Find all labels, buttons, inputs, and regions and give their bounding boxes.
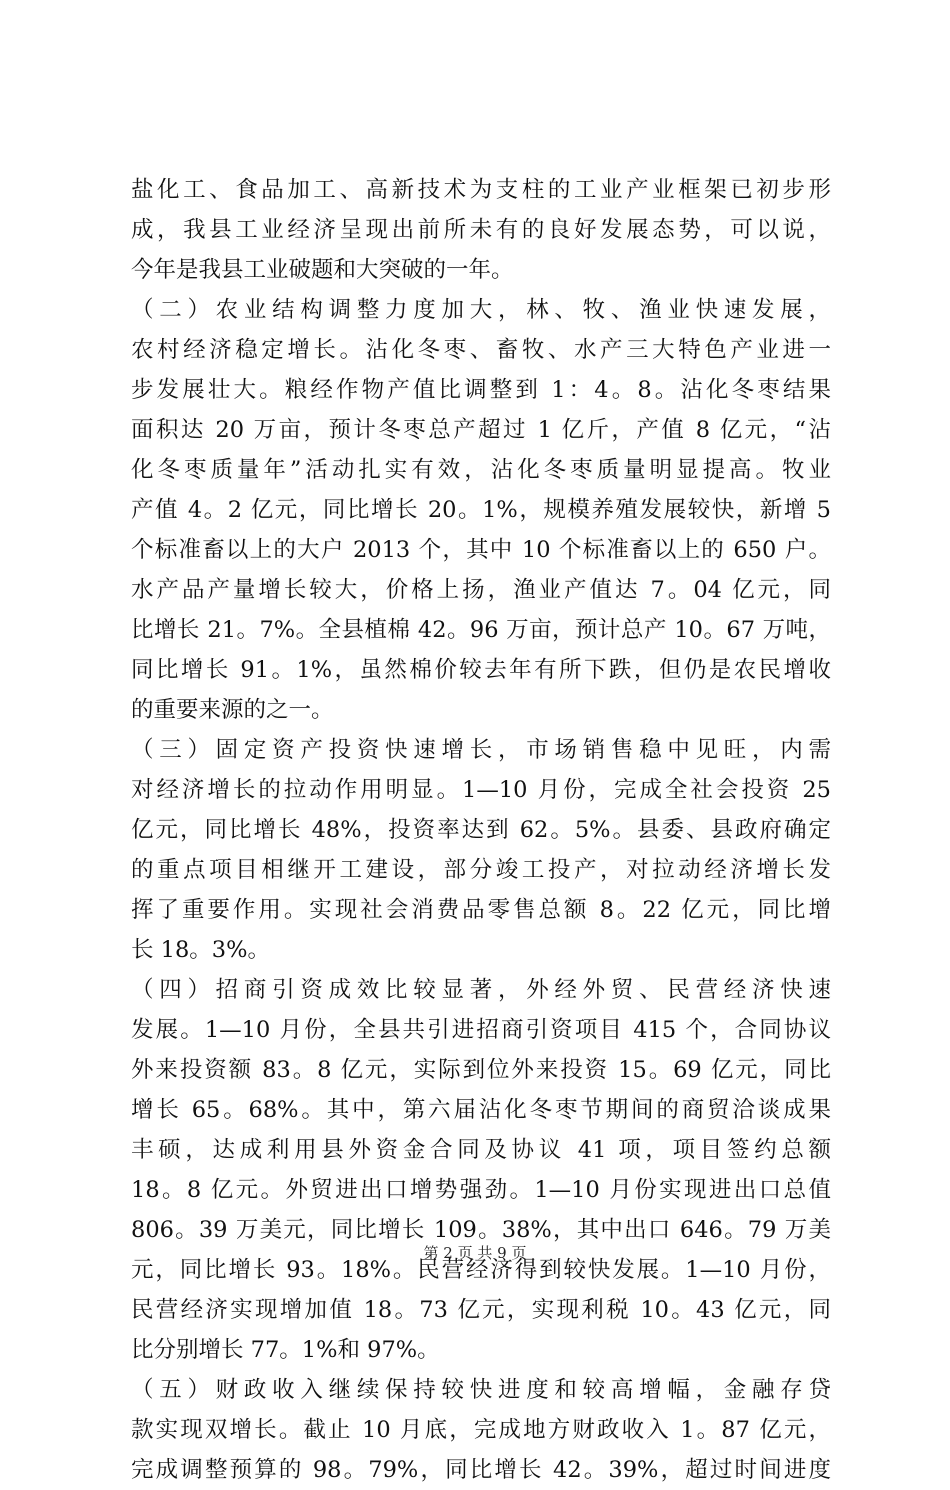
text-line: 水产品产量增长较大，价格上扬，渔业产值达 7。04 亿元，同 xyxy=(131,577,831,603)
text-line: 成，我县工业经济呈现出前所未有的良好发展态势，可以说， xyxy=(131,217,831,243)
text-line: 增长 65。68%。其中，第六届沾化冬枣节期间的商贸洽谈成果 xyxy=(131,1097,831,1123)
text-line: （二）农业结构调整力度加大，林、牧、渔业快速发展， xyxy=(131,297,831,323)
text-line: 亿元，同比增长 48%，投资率达到 62。5%。县委、县政府确定 xyxy=(131,817,831,843)
text-line: 挥了重要作用。实现社会消费品零售总额 8。22 亿元，同比增 xyxy=(131,897,831,923)
text-line: 18。8 亿元。外贸进出口增势强劲。1—10 月份实现进出口总值 xyxy=(131,1177,831,1203)
text-line: 的重点项目相继开工建设，部分竣工投产，对拉动经济增长发 xyxy=(131,857,831,883)
text-line: 外来投资额 83。8 亿元，实际到位外来投资 15。69 亿元，同比 xyxy=(131,1057,831,1083)
text-line: （三）固定资产投资快速增长，市场销售稳中见旺，内需 xyxy=(131,737,831,763)
text-line: 盐化工、食品加工、高新技术为支柱的工业产业框架已初步形 xyxy=(131,177,831,203)
text-line: 的重要来源的之一。 xyxy=(131,697,334,723)
page-number-footer: 第 2 页 共 9 页 xyxy=(423,1244,527,1262)
text-line: 个标准畜以上的大户 2013 个，其中 10 个标准畜以上的 650 户。 xyxy=(131,537,831,563)
text-line: 同比增长 91。1%，虽然棉价较去年有所下跌，但仍是农民增收 xyxy=(131,657,831,683)
text-line: 农村经济稳定增长。沾化冬枣、畜牧、水产三大特色产业进一 xyxy=(131,337,831,363)
text-line: 化冬枣质量年”活动扎实有效，沾化冬枣质量明显提高。牧业 xyxy=(131,457,831,483)
text-line: （四）招商引资成效比较显著，外经外贸、民营经济快速 xyxy=(131,977,831,1003)
text-line: 产值 4。2 亿元，同比增长 20。1%，规模养殖发展较快，新增 5 xyxy=(131,497,831,523)
text-line: 比分别增长 77。1%和 97%。 xyxy=(131,1337,440,1363)
text-line: 比增长 21。7%。全县植棉 42。96 万亩，预计总产 10。67 万吨， xyxy=(131,617,831,643)
text-line: 发展。1—10 月份，全县共引进招商引资项目 415 个，合同协议 xyxy=(131,1017,831,1043)
text-line: 806。39 万美元，同比增长 109。38%，其中出口 646。79 万美 xyxy=(131,1217,831,1243)
text-line: 元，同比增长 93。18%。民营经济得到较快发展。1—10 月份， xyxy=(131,1257,831,1283)
text-line: （五）财政收入继续保持较快进度和较高增幅，金融存贷 xyxy=(131,1377,831,1403)
text-line: 丰硕，达成利用县外资金合同及协议 41 项，项目签约总额 xyxy=(131,1137,831,1163)
text-line: 款实现双增长。截止 10 月底，完成地方财政收入 1。87 亿元， xyxy=(131,1417,831,1443)
text-line: 完成调整预算的 98。79%，同比增长 42。39%，超过时间进度 xyxy=(131,1457,831,1483)
document-body xyxy=(131,170,831,1490)
text-line: 民营经济实现增加值 18。73 亿元，实现利税 10。43 亿元，同 xyxy=(131,1297,831,1323)
text-line: 今年是我县工业破题和大突破的一年。 xyxy=(131,257,514,283)
text-line: 步发展壮大。粮经作物产值比调整到 1：4。8。沾化冬枣结果 xyxy=(131,377,831,403)
text-line: 面积达 20 万亩，预计冬枣总产超过 1 亿斤，产值 8 亿元，“沾 xyxy=(131,417,831,443)
text-line: 长 18。3%。 xyxy=(131,937,270,963)
text-line: 对经济增长的拉动作用明显。1—10 月份，完成全社会投资 25 xyxy=(131,777,831,803)
